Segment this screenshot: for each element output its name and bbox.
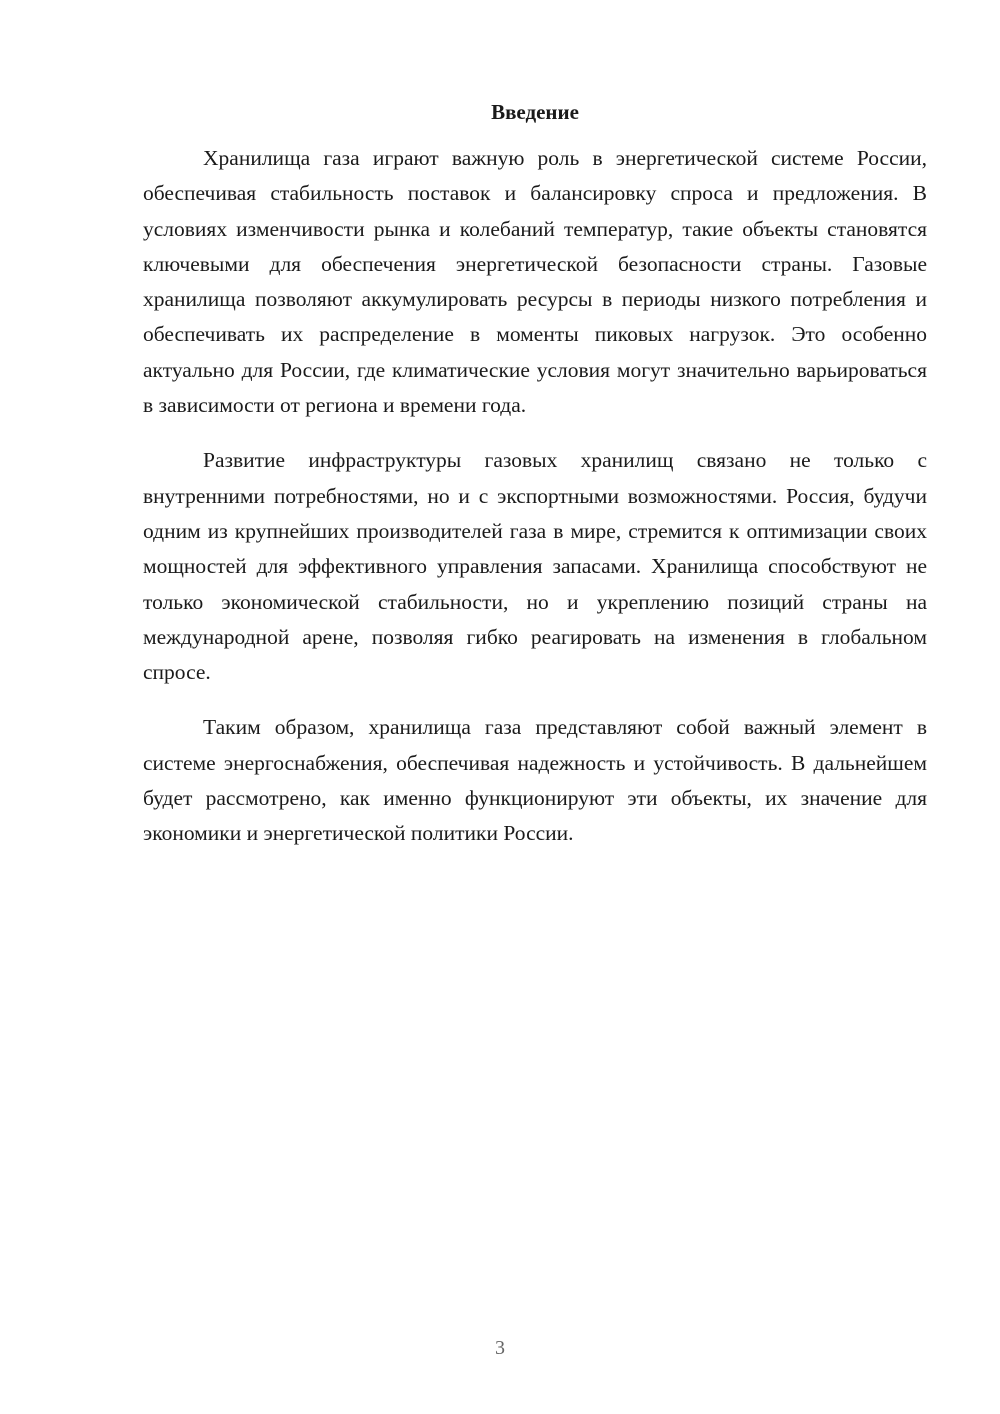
page-number: 3 — [495, 1337, 505, 1359]
paragraph-2: Развитие инфраструктуры газовых хранилищ связано не только с внутренними потребностями, но и с экспортными возможностями. Россия, будучи одним из крупнейших производителей газа в мире, стремится к оптимизации своих мощностей для эффективного управления запасами. Хранилища способствуют не только экономической стабильности, но и укреплению позиций страны на международной арене, позволяя гибко реагировать на изменения в глобальном спросе. — [143, 448, 927, 685]
paragraph-3: Таким образом, хранилища газа представляют собой важный элемент в системе энергоснабжения, обеспечивая надежность и устойчивость. В дальнейшем будет рассмотрено, как именно функционируют эти объекты, их значение для экономики и энергетической политики России. — [143, 715, 927, 846]
paragraph-1: Хранилища газа играют важную роль в энергетической системе России, обеспечивая стабильность поставок и балансировку спроса и предложения. В условиях изменчивости рынка и колебаний температур, такие объекты становятся ключевыми для обеспечения энергетической безопасности страны. Газовые хранилища позволяют аккумулировать ресурсы в периоды низкого потребления и обеспечивать их распределение в моменты пиковых нагрузок. Это особенно актуально для России, где климатические условия могут значительно варьироваться в зависимости от региона и времени года. — [143, 146, 927, 418]
section-heading: Введение — [491, 100, 579, 124]
page-content — [143, 96, 927, 872]
